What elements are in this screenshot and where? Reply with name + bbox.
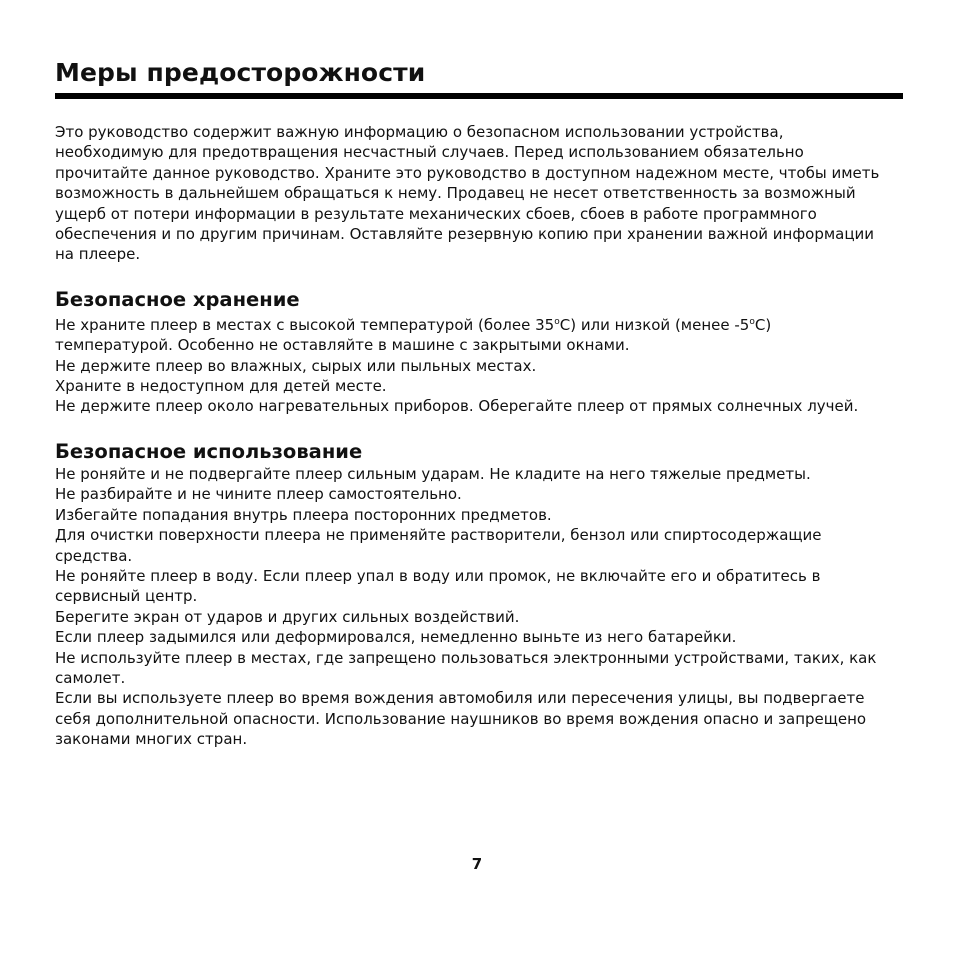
page-number: 7 — [471, 855, 483, 873]
page-content — [55, 54, 905, 750]
usage-item: Берегите экран от ударов и других сильных воздействий. — [55, 607, 520, 626]
safe-storage-section — [55, 288, 905, 417]
usage-item: Не роняйте плеер в воду. Если плеер упал в воду или промок, не включайте его и обратитесь в сервисный центр. — [55, 566, 821, 606]
storage-item: Не держите плеер около нагревательных приборов. Оберегайте плеер от прямых солнечных лучей. — [55, 397, 859, 416]
usage-item: Избегайте попадания внутрь плеера посторонних предметов. — [55, 505, 552, 524]
page-title: Меры предосторожности — [55, 58, 426, 87]
usage-item: Если вы используете плеер во время вождения автомобиля или пересечения улицы, вы подвергаете себя дополнительной опасности. Использование наушников во время вождения опасно и запрещено законами многих стран. — [55, 689, 867, 749]
usage-item: Если плеер задымился или деформировался, немедленно выньте из него батарейки. — [55, 628, 737, 647]
storage-item-temperature: Не храните плеер в местах с высокой температурой (более 35$^o$C) или низкой (менее -5$^o$C) температурой. Особенно не оставляйте в машине с закрытыми окнами. — [55, 315, 772, 355]
intro-paragraph: Это руководство содержит важную информацию о безопасном использовании устройства, необходимую для предотвращения несчастный случаев. Перед использованием обязательно прочитайте данное руководство. Храните это руководство в доступном надежном месте, чтобы иметь возможность в дальнейшем обращаться к нему. Продавец не несет ответственность за возможный ущерб от потери информации в результате механических сбоев, сбоев в работе программного обеспечения и по другим причинам. Оставляйте резервную копию при хранении важной информации на плеере. — [55, 123, 880, 264]
storage-item: Не держите плеер во влажных, сырых или пыльных местах. — [55, 356, 537, 375]
usage-item: Для очистки поверхности плеера не применяйте растворители, бензол или спиртосодержащие средства. — [55, 526, 822, 565]
usage-item: Не разбирайте и не чините плеер самостоятельно. — [55, 485, 462, 504]
section-heading-storage: Безопасное хранение — [55, 287, 300, 311]
usage-item: Не роняйте и не подвергайте плеер сильным ударам. Не кладите на него тяжелые предметы. — [55, 464, 811, 483]
title-underline — [55, 93, 903, 99]
safe-usage-section — [55, 440, 905, 750]
storage-item: Храните в недоступном для детей месте. — [55, 377, 387, 396]
usage-item: Не используйте плеер в местах, где запрещено пользоваться электронными устройствами, таких, как самолет. — [55, 648, 877, 687]
section-heading-usage: Безопасное использование — [55, 439, 363, 463]
